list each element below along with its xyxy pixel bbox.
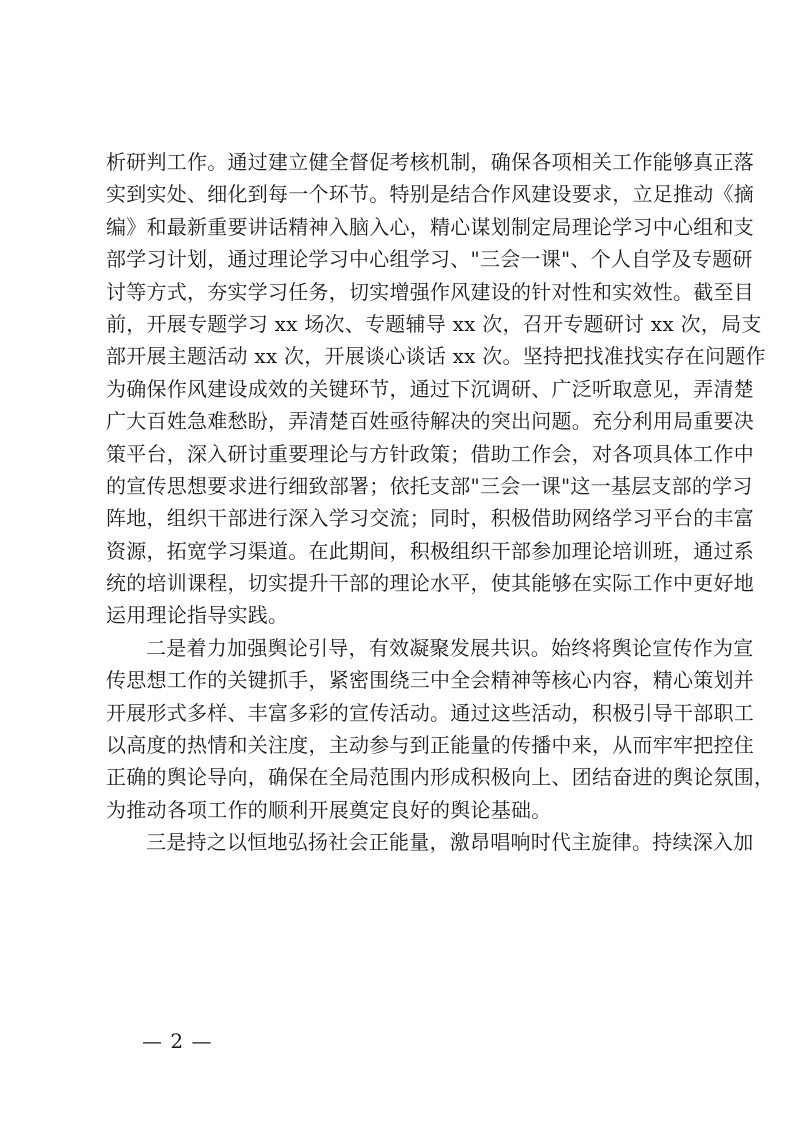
text-line: 讨等方式，夯实学习任务，切实增强作风建设的针对性和实效性。截至目 — [106, 279, 754, 304]
text-line: 部开展主题活动 xx 次，开展谈心谈话 xx 次。坚持把找准找实存在问题作 — [106, 344, 766, 369]
text-line: 析研判工作。通过建立健全督促考核机制，确保各项相关工作能够真正落 — [106, 150, 754, 174]
text-line: 的宣传思想要求进行细致部署；依托支部"三会一课"这一基层支部的学习 — [106, 473, 753, 498]
text-line: 正确的舆论导向，确保在全局范围内形成积极向上、团结奋进的舆论氛围， — [106, 765, 775, 790]
text-line: 统的培训课程，切实提升干部的理论水平，使其能够在实际工作中更好地 — [106, 571, 754, 596]
text-line: 运用理论指导实践。 — [106, 603, 289, 628]
text-line: 前，开展专题学习 xx 场次、专题辅导 xx 次，召开专题研讨 xx 次，局支 — [106, 311, 762, 336]
text-line: 实到实处、细化到每一个环节。特别是结合作风建设要求，立足推动《摘 — [106, 182, 754, 207]
body-text — [106, 146, 775, 859]
text-line: 策平台，深入研讨重要理论与方针政策；借助工作会，对各项具体工作中 — [106, 441, 754, 466]
text-line: 阵地，组织干部进行深入学习交流；同时，积极借助网络学习平台的丰富 — [106, 506, 754, 531]
paragraph-first-line: 三是持之以恒地弘扬社会正能量，激昂唱响时代主旋律。持续深入加 — [146, 830, 754, 855]
page-number: — 2 — — [142, 1029, 213, 1053]
paragraph-first-line: 二是着力加强舆论引导，有效凝聚发展共识。始终将舆论宣传作为宣 — [146, 635, 754, 660]
text-line: 以高度的热情和关注度，主动参与到正能量的传播中来，从而牢牢把控住 — [106, 733, 754, 758]
text-line: 部学习计划，通过理论学习中心组学习、"三会一课"、个人自学及专题研 — [106, 247, 753, 272]
text-line: 资源，拓宽学习渠道。在此期间，积极组织干部参加理论培训班，通过系 — [106, 538, 754, 563]
text-line: 广大百姓急难愁盼，弄清楚百姓亟待解决的突出问题。充分利用局重要决 — [106, 409, 754, 434]
text-line: 编》和最新重要讲话精神入脑入心，精心谋划制定局理论学习中心组和支 — [106, 214, 754, 239]
text-line: 为推动各项工作的顺利开展奠定良好的舆论基础。 — [106, 797, 552, 822]
text-line: 开展形式多样、丰富多彩的宣传活动。通过这些活动，积极引导干部职工 — [106, 700, 754, 725]
text-line: 为确保作风建设成效的关键环节，通过下沉调研、广泛听取意见，弄清楚 — [106, 376, 754, 401]
text-line: 传思想工作的关键抓手，紧密围绕三中全会精神等核心内容，精心策划并 — [106, 668, 754, 693]
